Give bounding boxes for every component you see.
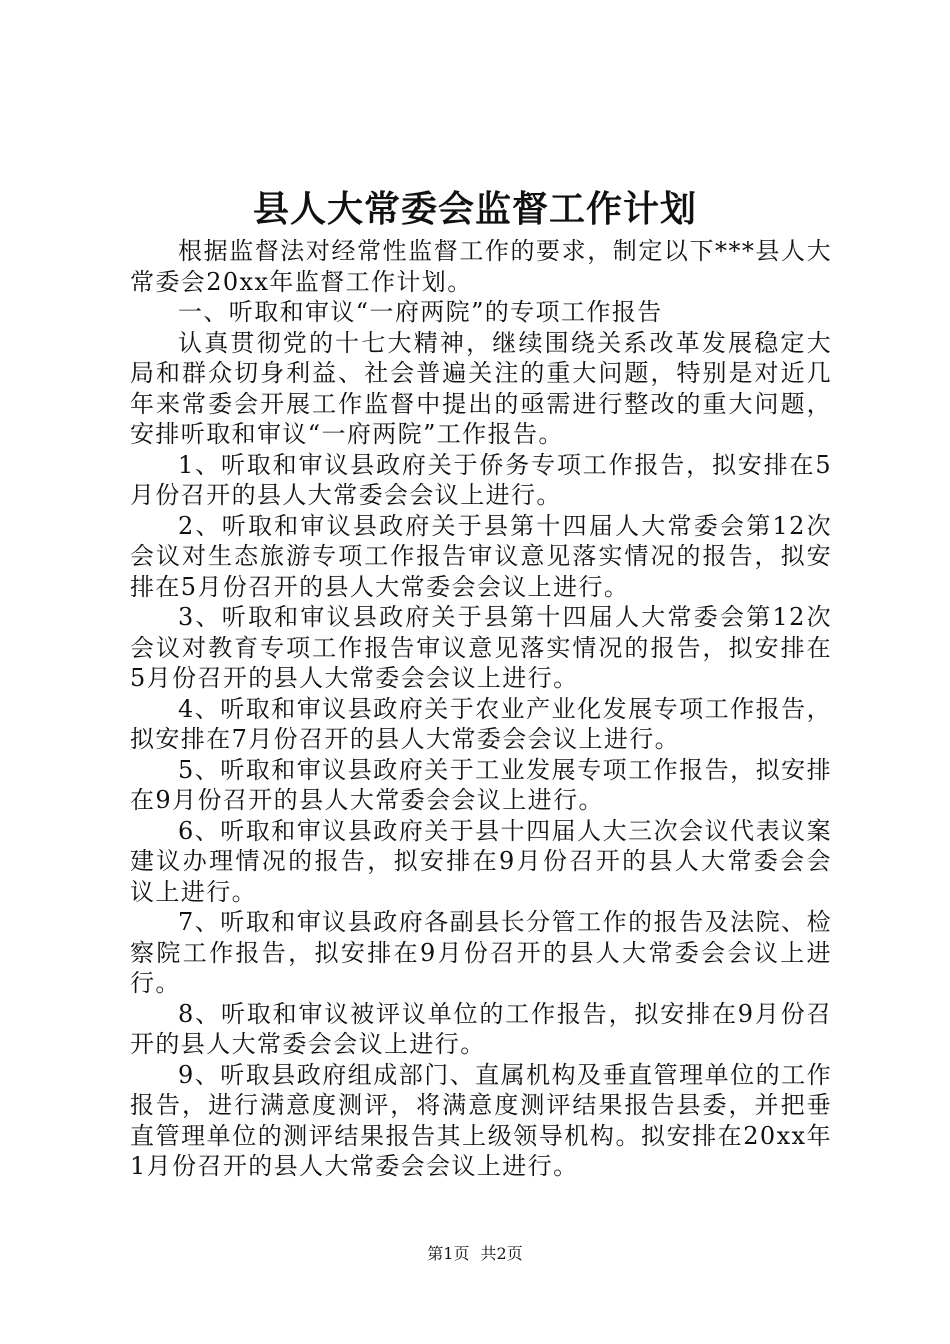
document-body — [130, 236, 832, 1182]
document-title: 县人大常委会监督工作计划 — [252, 188, 697, 230]
page-total: 共2页 — [480, 1244, 523, 1263]
page-footer — [0, 1242, 950, 1266]
paragraph-intro: 根据监督法对经常性监督工作的要求，制定以下***县人大常委会20xx年监督工作计划。 — [130, 237, 832, 296]
page-number: 第1页 — [427, 1244, 470, 1263]
list-item-8: 8、听取和审议被评议单位的工作报告，拟安排在9月份召开的县人大常委会会议上进行。 — [130, 999, 832, 1058]
list-item-7: 7、听取和审议县政府各副县长分管工作的报告及法院、检察院工作报告，拟安排在9月份召开的县人大常委会会议上进行。 — [130, 908, 832, 997]
list-item-3: 3、听取和审议县政府关于县第十四届人大常委会第12次会议对教育专项工作报告审议意见落实情况的报告，拟安排在5月份召开的县人大常委会会议上进行。 — [130, 603, 832, 692]
paragraph-section-intro: 认真贯彻党的十七大精神，继续围绕关系改革发展稳定大局和群众切身利益、社会普遍关注的重大问题，特别是对近几年来常委会开展工作监督中提出的亟需进行整改的重大问题，安排听取和审议“一府两院”工作报告。 — [130, 328, 832, 448]
list-item-1: 1、听取和审议县政府关于侨务专项工作报告，拟安排在5月份召开的县人大常委会会议上进行。 — [130, 450, 832, 509]
list-item-6: 6、听取和审议县政府关于县十四届人大三次会议代表议案建议办理情况的报告，拟安排在9月份召开的县人大常委会会议上进行。 — [130, 816, 832, 906]
section-heading-1: 一、听取和审议“一府两院”的专项工作报告 — [178, 298, 663, 326]
list-item-9: 9、听取县政府组成部门、直属机构及垂直管理单位的工作报告，进行满意度测评，将满意度测评结果报告县委，并把垂直管理单位的测评结果报告其上级领导机构。拟安排在20xx年1月份召开的县人大常委会会议上进行。 — [130, 1060, 832, 1180]
list-item-2: 2、听取和审议县政府关于县第十四届人大常委会第12次会议对生态旅游专项工作报告审议意见落实情况的报告，拟安排在5月份召开的县人大常委会会议上进行。 — [130, 511, 832, 601]
list-item-5: 5、听取和审议县政府关于工业发展专项工作报告，拟安排在9月份召开的县人大常委会会议上进行。 — [130, 755, 832, 814]
list-item-4: 4、听取和审议县政府关于农业产业化发展专项工作报告，拟安排在7月份召开的县人大常委会会议上进行。 — [130, 694, 832, 753]
